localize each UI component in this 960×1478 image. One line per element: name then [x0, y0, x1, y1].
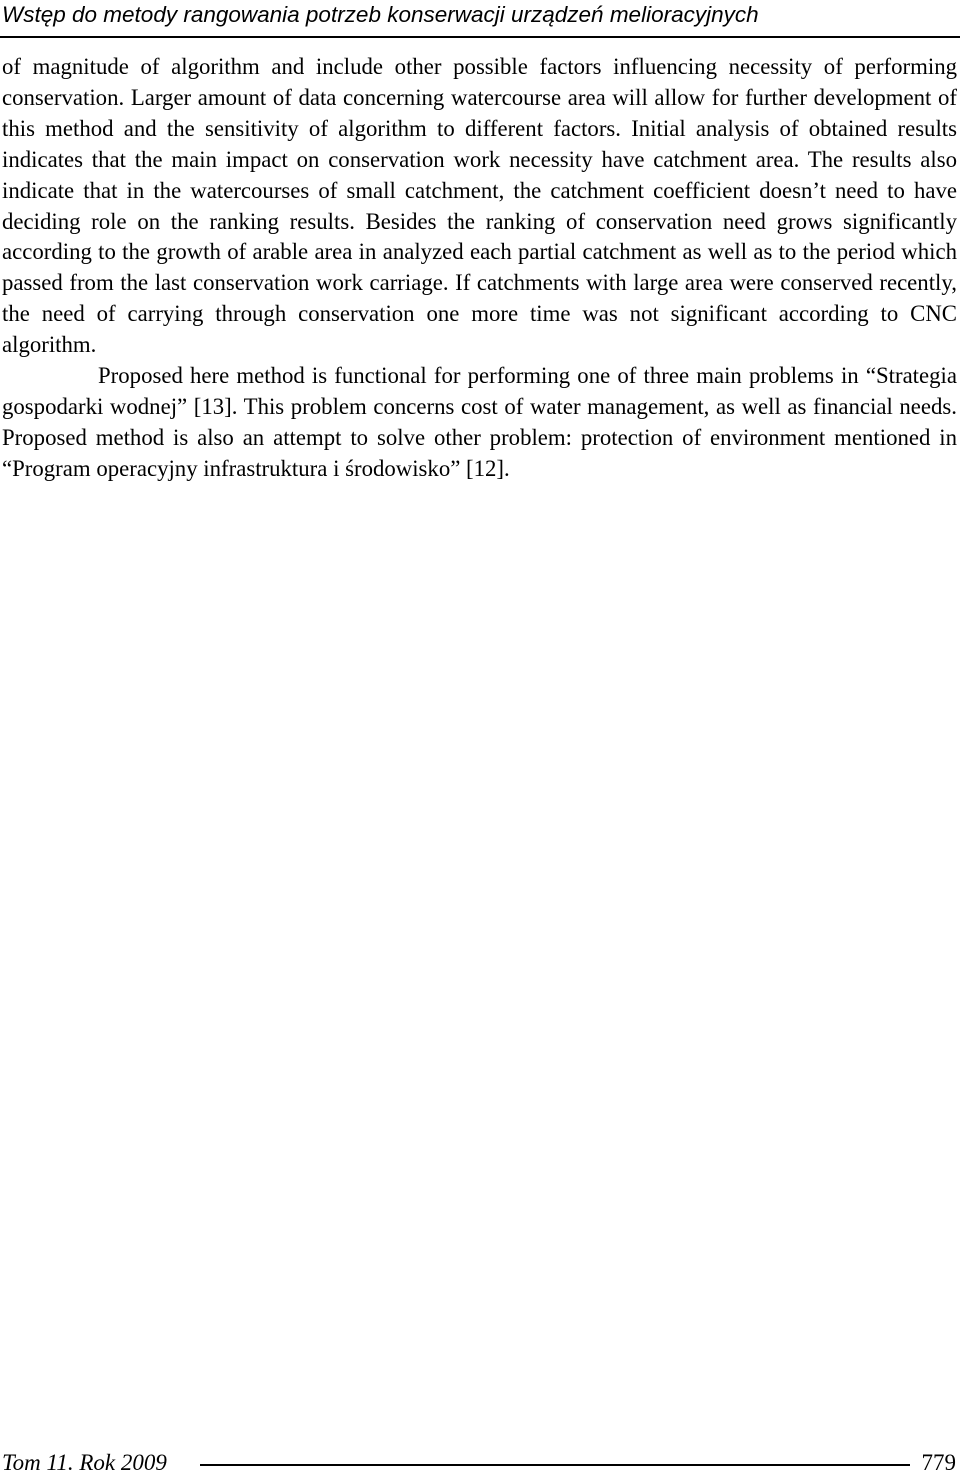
article-body: [2, 52, 957, 485]
footer-rule: [200, 1464, 910, 1466]
running-title: Wstęp do metody rangowania potrzeb konserwacji urządzeń melioracyjnych: [2, 2, 759, 27]
paragraph-continued: of magnitude of algorithm and include other possible factors influencing necessity of performing conservation. Larger amount of data concerning watercourse area will allow for further development of this method and the sensitivity of algorithm to different factors. Initial analysis of obtained results indicates that the main impact on conservation work necessity have catchment area. The results also indicate that in the watercourses of small catchment, the catchment coefficient doesn’t need to have deciding role on the ranking results. Besides the ranking of conservation need grows significantly according to the growth of arable area in analyzed each partial catchment as well as to the period which passed from the last conservation work carriage. If catchments with large area were conserved recently, the need of carrying through conservation one more time was not significant according to CNC algorithm.: [2, 54, 957, 358]
journal-volume: Tom 11. Rok 2009: [2, 1450, 167, 1475]
paragraph-proposed-method: Proposed here method is functional for performing one of three main problems in “Strategia gospodarki wodnej” [13]. This problem concerns cost of water management, as well as financial needs. Proposed method is also an attempt to solve other problem: protection of environment mentioned in “Program operacyjny infrastruktura i środowisko” [12].: [2, 363, 957, 481]
page-number: 779: [921, 1450, 956, 1475]
page-footer: [0, 1448, 960, 1478]
running-header: [0, 0, 960, 38]
